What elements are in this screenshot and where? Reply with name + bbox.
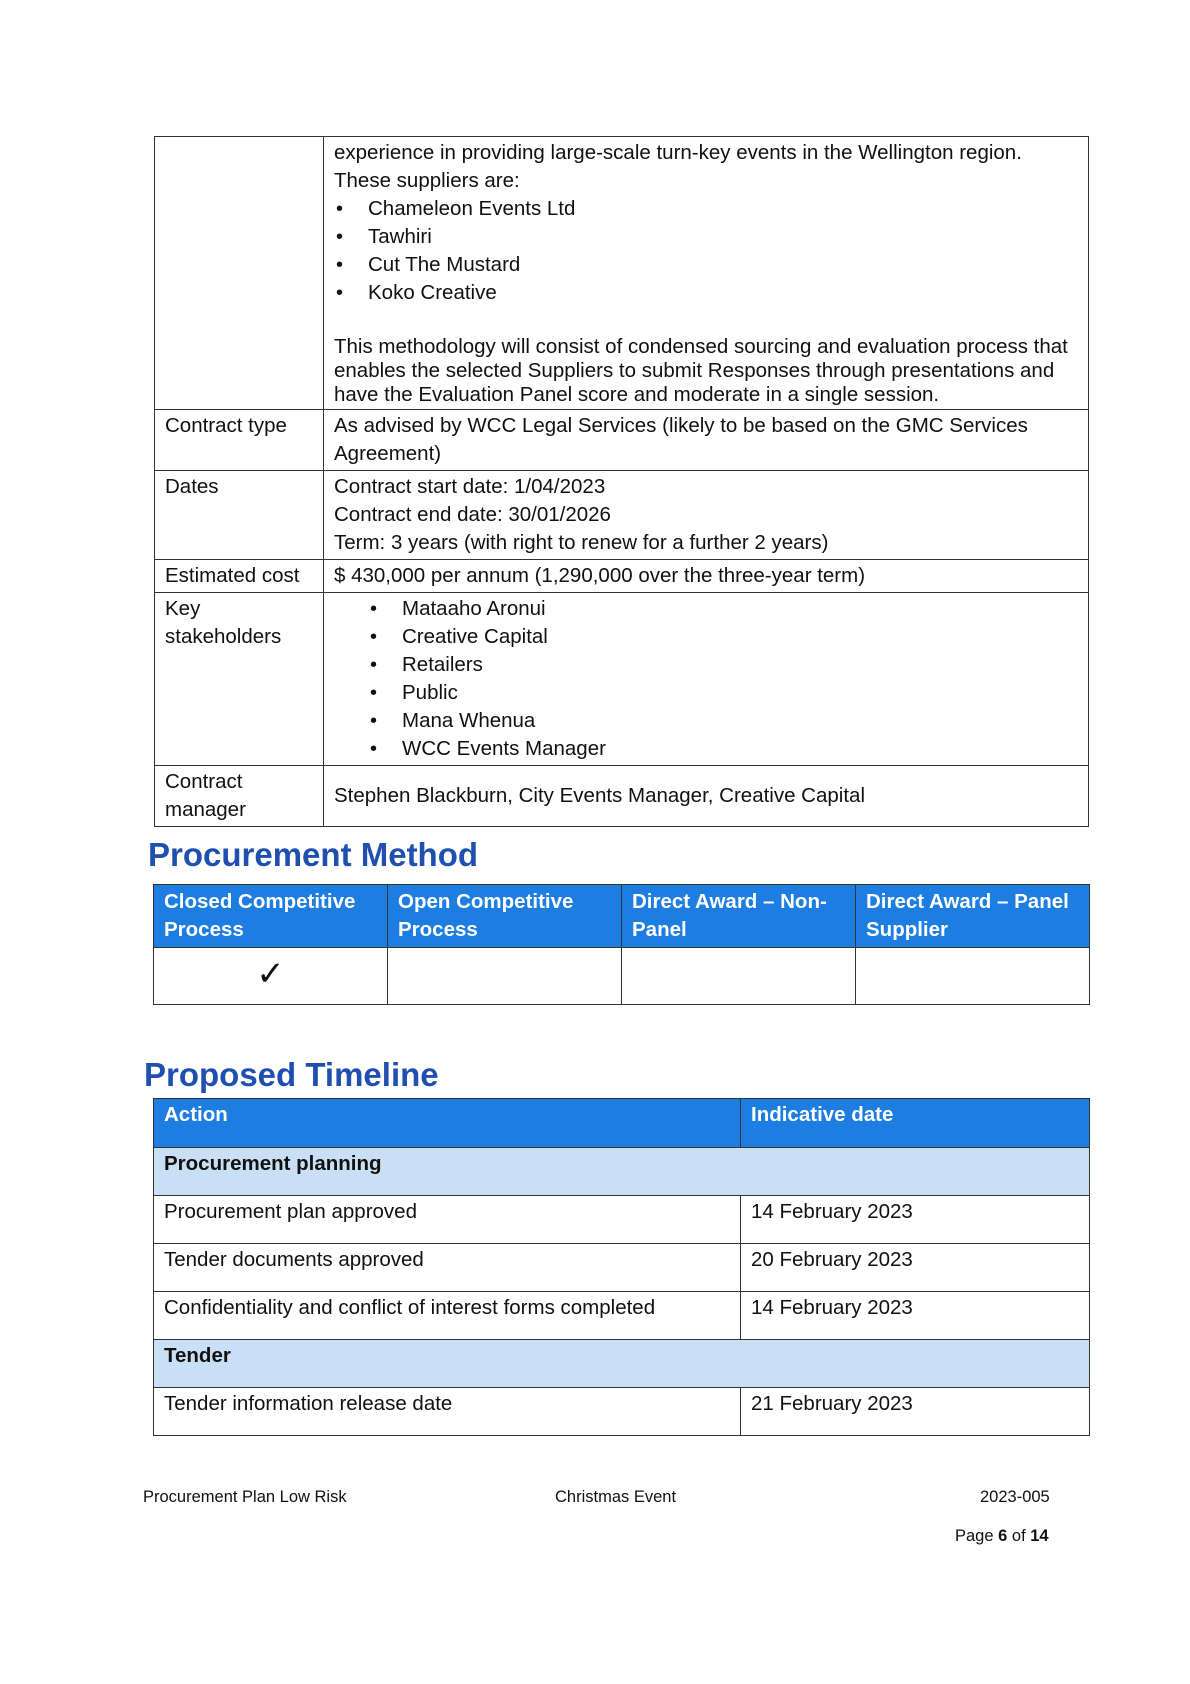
table-row (154, 1244, 1090, 1292)
footer-page-number (955, 1527, 1049, 1546)
list-item: • Creative Capital (334, 623, 1078, 651)
table-row (155, 410, 1089, 471)
check-cell (154, 948, 388, 1005)
list-item: • Retailers (334, 651, 1078, 679)
table-header-row (154, 885, 1090, 948)
column-header: Direct Award – Non-Panel (622, 885, 856, 948)
date-line: Contract end date: 30/01/2026 (334, 503, 611, 526)
procurement-method-table (153, 884, 1090, 1005)
date-cell: 21 February 2023 (741, 1388, 1090, 1436)
table-row (155, 137, 1089, 410)
table-row (154, 1196, 1090, 1244)
contract-type-label: Contract type (155, 410, 324, 471)
list-item: • Chameleon Events Ltd (334, 195, 1078, 223)
check-cell (856, 948, 1090, 1005)
table-row (155, 593, 1089, 766)
procurement-method-heading: Procurement Method (148, 836, 479, 873)
section-row (154, 1340, 1090, 1388)
table-row (154, 948, 1090, 1005)
dates-value (324, 471, 1089, 560)
column-header-action: Action (154, 1099, 741, 1148)
check-cell (622, 948, 856, 1005)
date-cell: 20 February 2023 (741, 1244, 1090, 1292)
column-header-date: Indicative date (741, 1099, 1090, 1148)
list-item: • Koko Creative (334, 279, 1078, 307)
date-line: Contract start date: 1/04/2023 (334, 475, 606, 498)
date-cell: 14 February 2023 (741, 1292, 1090, 1340)
action-cell: Procurement plan approved (154, 1196, 741, 1244)
date-line: Term: 3 years (with right to renew for a further 2 years) (334, 531, 829, 554)
list-item: • Tawhiri (334, 223, 1078, 251)
table-row (155, 766, 1089, 827)
contract-manager-label: Contract manager (155, 766, 324, 827)
page-of: of (1007, 1527, 1031, 1545)
supplier-list (334, 195, 1078, 307)
estimated-cost-label: Estimated cost (155, 560, 324, 593)
stakeholders-value (324, 593, 1089, 766)
list-item: • Mana Whenua (334, 707, 1078, 735)
page-total: 14 (1030, 1527, 1049, 1545)
intro-line: These suppliers are: (334, 169, 520, 192)
proposed-timeline-heading: Proposed Timeline (144, 1056, 439, 1093)
action-cell: Confidentiality and conflict of interest forms completed (154, 1292, 741, 1340)
date-cell: 14 February 2023 (741, 1196, 1090, 1244)
contract-details-table (154, 136, 1089, 827)
page-prefix: Page (955, 1527, 999, 1545)
check-cell (388, 948, 622, 1005)
spacer (334, 307, 1078, 335)
list-item: • Mataaho Aronui (334, 595, 1078, 623)
column-header: Open Competitive Process (388, 885, 622, 948)
list-item: • Public (334, 679, 1078, 707)
action-cell: Tender documents approved (154, 1244, 741, 1292)
timeline-table (153, 1098, 1090, 1436)
dates-label: Dates (155, 471, 324, 560)
suppliers-cell (324, 137, 1089, 410)
stakeholders-label: Key stakeholders (155, 593, 324, 766)
section-title: Tender (154, 1340, 1090, 1388)
action-cell: Tender information release date (154, 1388, 741, 1436)
footer-doc-title: Christmas Event (555, 1488, 677, 1506)
column-header: Direct Award – Panel Supplier (856, 885, 1090, 948)
table-row (155, 471, 1089, 560)
footer-doc-number: 2023-005 (980, 1488, 1050, 1506)
empty-label-cell (155, 137, 324, 410)
list-item: • Cut The Mustard (334, 251, 1078, 279)
page-current: 6 (998, 1527, 1008, 1545)
column-header: Closed Competitive Process (154, 885, 388, 948)
section-title: Procurement planning (154, 1148, 1090, 1196)
estimated-cost-value: $ 430,000 per annum (1,290,000 over the three-year term) (324, 560, 1089, 593)
table-row (154, 1388, 1090, 1436)
list-item: • WCC Events Manager (334, 735, 1078, 763)
table-header-row (154, 1099, 1090, 1148)
intro-line: experience in providing large-scale turn-key events in the Wellington region. (334, 141, 1022, 164)
checkmark-icon: ✓ (256, 954, 285, 993)
footer-doc-type: Procurement Plan Low Risk (143, 1488, 347, 1506)
contract-type-value: As advised by WCC Legal Services (likely to be based on the GMC Services Agreement) (324, 410, 1089, 471)
contract-manager-value: Stephen Blackburn, City Events Manager, Creative Capital (324, 766, 1089, 827)
section-row (154, 1148, 1090, 1196)
table-row (155, 560, 1089, 593)
stakeholder-list (334, 595, 1078, 763)
methodology-text: This methodology will consist of condensed sourcing and evaluation process that enables the selected Suppliers to submit Responses through presentations and have the Evaluation Panel score and moderate in a single session. (334, 335, 1068, 406)
table-row (154, 1292, 1090, 1340)
